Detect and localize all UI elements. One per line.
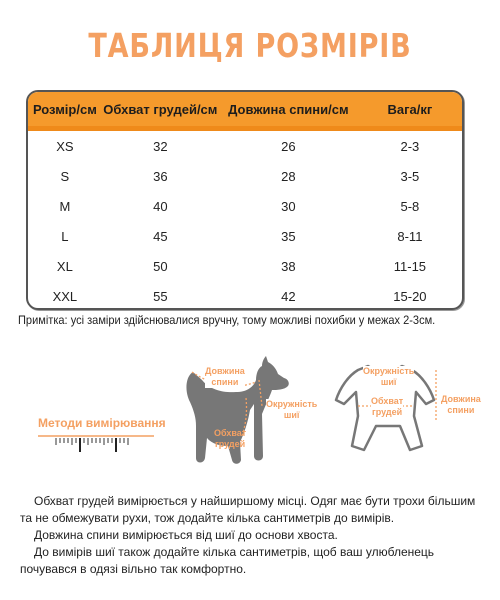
methods-label: Методи вимірювання xyxy=(38,416,166,430)
cell-weight: 2-3 xyxy=(400,138,420,154)
cell-back-length: 30 xyxy=(281,198,296,214)
cell-chest-girth: 45 xyxy=(153,228,168,244)
garment-neck-girth-label: Окружність шиї xyxy=(363,366,415,387)
garment-back-length-label: Довжина спини xyxy=(441,394,481,415)
cell-chest-girth: 50 xyxy=(153,258,168,274)
cell-back-length: 26 xyxy=(281,138,296,154)
cell-weight: 3-5 xyxy=(400,168,420,184)
cell-size: M xyxy=(59,198,71,214)
cell-back-length: 38 xyxy=(281,258,296,274)
instruction-chest: Обхват грудей вимірюється у найширшому місці. Одяг має бути трохи більшим та не обмежувати рухи, тож додайте кілька сантиметрів до вимірів. xyxy=(20,494,476,525)
cell-back-length: 28 xyxy=(281,168,296,184)
cell-chest-girth: 55 xyxy=(153,288,168,304)
table-row xyxy=(28,161,462,191)
cell-size: XXL xyxy=(52,288,78,304)
cell-chest-girth: 36 xyxy=(153,168,168,184)
header-back-length: Довжина спини/см xyxy=(219,92,358,129)
cell-back-length: 35 xyxy=(281,228,296,244)
size-table xyxy=(28,92,462,310)
cell-size: XS xyxy=(56,138,74,154)
table-row xyxy=(28,251,462,281)
instruction-neck: До вимірів шиї також додайте кілька сантиметрів, щоб ваш улюбленець почувався в одязі вільно так комфортно. xyxy=(20,545,435,576)
garment-chest-girth-label: Обхват грудей xyxy=(371,396,404,417)
table-header-row xyxy=(28,92,462,129)
table-row xyxy=(28,191,462,221)
table-row xyxy=(28,221,462,251)
page-title: ТАБЛИЦЯ РОЗМІРІВ xyxy=(88,26,412,65)
cell-weight: 15-20 xyxy=(393,288,427,304)
dog-neck-girth-label: Окружність шиї xyxy=(266,399,318,420)
header-size: Розмір/см xyxy=(28,92,102,129)
cell-chest-girth: 32 xyxy=(153,138,168,154)
cell-size: L xyxy=(61,228,69,244)
table-row xyxy=(28,281,462,310)
measurement-note: Примітка: усі заміри здійснювалися вручну, тому можливі похибки у межах 2-3см. xyxy=(18,313,436,327)
cell-size: S xyxy=(60,168,70,184)
instructions xyxy=(20,493,480,578)
header-weight: Вага/кг xyxy=(358,92,462,129)
cell-weight: 11-15 xyxy=(393,258,427,274)
dog-chest-girth-label: Обхват грудей xyxy=(214,428,247,449)
size-table-card xyxy=(26,90,464,310)
cell-weight: 8-11 xyxy=(397,228,423,244)
table-row xyxy=(28,129,462,162)
header-chest-girth: Обхват грудей/см xyxy=(102,92,219,129)
cell-chest-girth: 40 xyxy=(153,198,168,214)
cell-size: XL xyxy=(56,258,73,274)
ruler-icon xyxy=(36,430,156,458)
dog-back-length-label: Довжина спини xyxy=(205,366,245,387)
instruction-back: Довжина спини вимірюється від шиї до основи хвоста. xyxy=(34,528,338,542)
cell-back-length: 42 xyxy=(281,288,296,304)
cell-weight: 5-8 xyxy=(400,198,420,214)
